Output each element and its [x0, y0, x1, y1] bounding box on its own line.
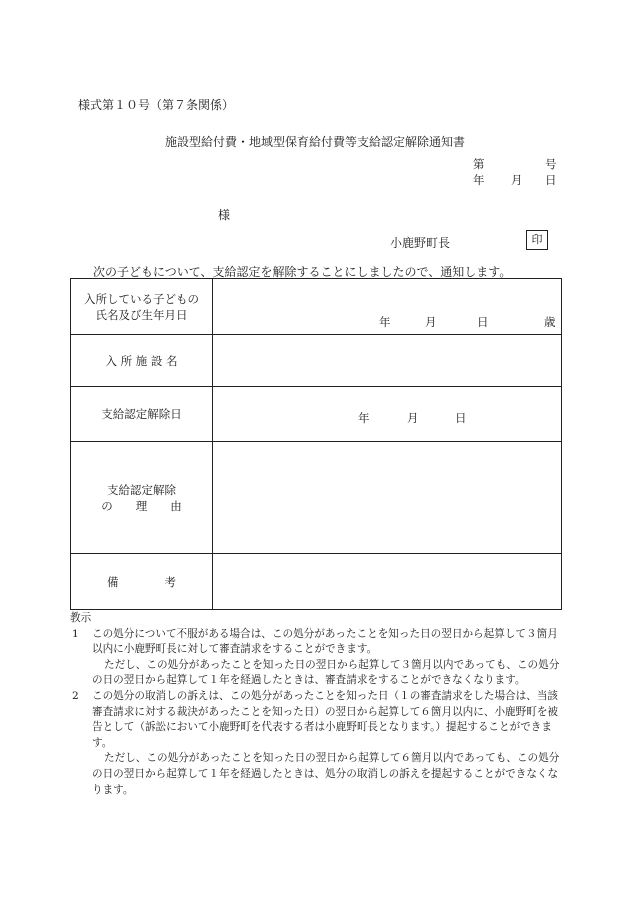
note-number-2: 2 — [72, 689, 79, 702]
notes-heading: 教示 — [70, 612, 92, 624]
cancel-date — [213, 410, 561, 424]
birth-month: 月 — [425, 315, 437, 329]
cancel-date-label: 支給認定解除日 — [71, 387, 213, 442]
instruction-notes — [70, 611, 562, 798]
cancel-month: 月 — [407, 411, 419, 425]
remarks-label: 備 考 — [71, 554, 213, 610]
facility-label: 入 所 施 設 名 — [71, 335, 213, 387]
document-title: 施設型給付費・地域型保育給付費等支給認定解除通知書 — [164, 135, 465, 149]
table-row — [71, 442, 562, 554]
birth-year: 年 — [379, 315, 391, 329]
birth-date — [213, 314, 561, 328]
number-suffix: 号 — [545, 157, 557, 171]
age-unit: 歳 — [544, 315, 556, 329]
reason-label — [71, 442, 213, 554]
form-number: 様式第１０号（第７条関係） — [78, 98, 235, 112]
child-label-line1: 入所している子どもの — [84, 291, 199, 306]
table-row — [71, 279, 562, 335]
reason-label-line2: の 理 由 — [101, 498, 182, 513]
note-sub-2: ただし、この処分があったことを知った日の翌日から起算して６箇月以内であっても、この処分の日の翌日から起算して１年を経過したときは、処分の取消しの訴えを提起することができなくなります。 — [92, 752, 560, 796]
note-number-1: 1 — [72, 627, 79, 640]
remarks-value-cell — [213, 554, 562, 610]
table-row — [71, 387, 562, 442]
note-item-2 — [70, 689, 562, 751]
reason-label-line1: 支給認定解除 — [107, 482, 176, 497]
note-sub-1: ただし、この処分があったことを知った日の翌日から起算して３箇月以内であっても、この処分の日の翌日から起算して１年を経過したときは、審査請求をすることができなくなります。 — [92, 658, 560, 687]
child-label — [71, 279, 213, 335]
table-row — [71, 335, 562, 387]
issue-year: 年 — [473, 173, 485, 187]
birth-day: 日 — [477, 315, 489, 329]
number-prefix: 第 — [473, 157, 485, 171]
issue-day: 日 — [545, 173, 557, 187]
addressee-suffix: 様 — [218, 208, 231, 222]
child-value-cell — [213, 279, 562, 335]
issuer-name: 小鹿野町長 — [390, 236, 451, 250]
notice-table — [70, 278, 562, 610]
lead-text: 次の子どもについて、支給認定を解除することにしましたので、通知します。 — [93, 265, 512, 279]
document-number-line — [473, 156, 557, 172]
facility-value-cell — [213, 335, 562, 387]
cancel-day: 日 — [455, 411, 467, 425]
note-item-1 — [70, 627, 562, 658]
reason-value-cell — [213, 442, 562, 554]
table-row — [71, 554, 562, 610]
issue-month: 月 — [511, 173, 523, 187]
cancel-year: 年 — [358, 411, 370, 425]
note-text-2: この処分の取消しの訴えは、この処分があったことを知った日（１の審査請求をした場合は、当該審査請求に対する裁決があったことを知った日）の翌日から起算して６箇月以内に、小鹿野町を被告として（訴訟において小鹿野町を代表する者は小鹿野町長となります。）提起することができます。 — [92, 689, 559, 749]
note-text-1: この処分について不服がある場合は、この処分があったことを知った日の翌日から起算して３箇月以内に小鹿野町長に対して審査請求をすることができます。 — [92, 627, 558, 656]
cancel-date-cell — [213, 387, 562, 442]
child-label-line2: 氏名及び生年月日 — [95, 307, 188, 322]
seal-mark: 印 — [526, 230, 548, 250]
